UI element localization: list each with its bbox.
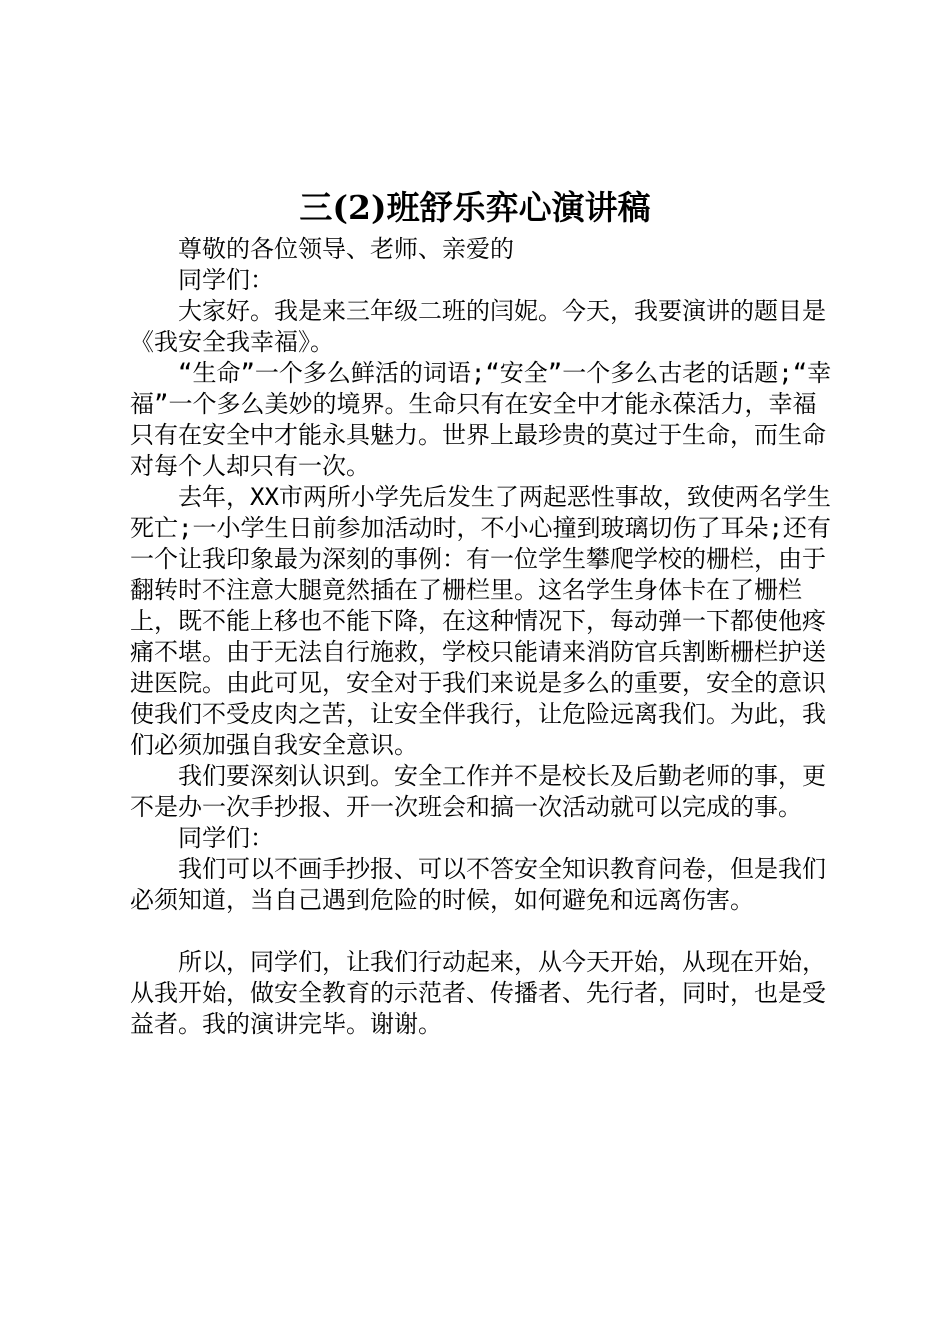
paragraph-classmates-address: 同学们： <box>178 824 274 852</box>
paragraph-salutation-continued: 同学们： <box>178 266 274 294</box>
document-body <box>130 234 840 1040</box>
paragraph-introduction: 大家好。我是来三年级二班的闫妮。今天，我要演讲的题目是《我安全我幸福》。 <box>130 297 826 356</box>
paragraph-life-safety-happiness: “生命”一个多么鲜活的词语;“安全”一个多么古老的话题;“幸福”一个多么美妙的境界。生命只有在安全中才能永葆活力，幸福只有在安全中才能永具魅力。世界上最珍贵的莫过于生命，而生命对每个人却只有一次。 <box>130 359 832 480</box>
paragraph-understanding: 我们要深刻认识到。安全工作并不是校长及后勤老师的事，更不是办一次手抄报、开一次班会和搞一次活动就可以完成的事。 <box>130 762 826 821</box>
paragraph-salutation: 尊敬的各位领导、老师、亲爱的 <box>178 235 514 263</box>
paragraph-accident-examples: 去年，XX市两所小学先后发生了两起恶性事故，致使两名学生死亡;一小学生日前参加活动时，不小心撞到玻璃切伤了耳朵;还有一个让我印象最为深刻的事例：有一位学生攀爬学校的栅栏，由于翻转时不注意大腿竟然插在了栅栏里。这名学生身体卡在了栅栏上，既不能上移也不能下降，在这种情况下，每动弹一下都使他疼痛不堪。由于无法自行施救，学校只能请来消防官兵割断栅栏护送进医院。由此可见，安全对于我们来说是多么的重要，安全的意识使我们不受皮肉之苦，让安全伴我行，让危险远离我们。为此，我们必须加强自我安全意识。 <box>130 483 831 759</box>
document-title: 三(2)班舒乐弈心演讲稿 <box>299 188 651 227</box>
paragraph-avoid-harm: 我们可以不画手抄报、可以不答安全知识教育问卷，但是我们必须知道，当自己遇到危险的时候，如何避免和远离伤害。 <box>130 855 826 914</box>
paragraph-conclusion: 所以，同学们，让我们行动起来，从今天开始，从现在开始，从我开始，做安全教育的示范者、传播者、先行者，同时，也是受益者。我的演讲完毕。谢谢。 <box>130 948 826 1038</box>
